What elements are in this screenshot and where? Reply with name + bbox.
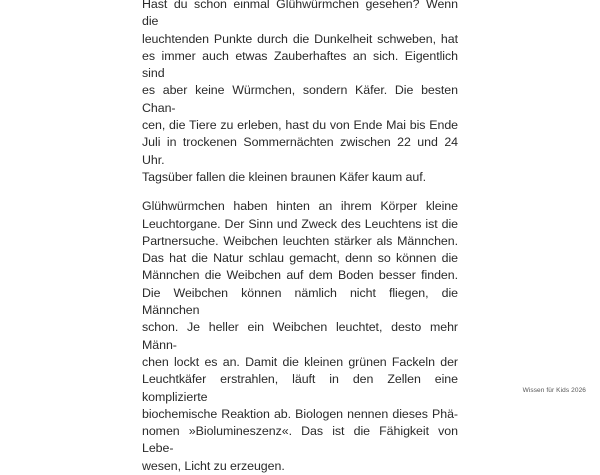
- text-line: es aber keine Würmchen, sondern Käfer. Die besten Chan-: [142, 83, 458, 115]
- text-line: chen lockt es an. Damit die kleinen grünen Fackeln der: [142, 354, 458, 369]
- text-line: nomen »Biolumineszenz«. Das ist die Fähigkeit von Lebe-: [142, 424, 458, 456]
- text-line: Glühwürmchen haben hinten an ihrem Körper kleine: [142, 199, 458, 214]
- page-footer: Wissen für Kids 2026: [522, 387, 586, 394]
- text-line: wesen, Licht zu erzeugen.: [142, 458, 285, 473]
- paragraph-intro: [142, 0, 458, 186]
- text-line: Hast du schon einmal Glühwürmchen gesehen? Wenn die: [142, 0, 458, 29]
- text-line: Tagsüber fallen die kleinen braunen Käfer kaum auf.: [142, 169, 426, 184]
- article-body: [142, 0, 458, 475]
- text-line: biochemische Reaktion ab. Biologen nennen dieses Phä-: [142, 406, 458, 421]
- text-line: Männchen die Weibchen auf dem Boden besser finden.: [142, 268, 458, 283]
- text-line: leuchtenden Punkte durch die Dunkelheit schweben, hat: [142, 31, 458, 46]
- paragraph-bioluminescence: [142, 198, 458, 475]
- text-line: Partnersuche. Weibchen leuchten stärker als Männchen.: [142, 233, 458, 248]
- text-line: es immer auch etwas Zauberhaftes an sich. Eigentlich sind: [142, 48, 458, 81]
- text-line: Die Weibchen können nämlich nicht fliegen, die Männchen: [142, 285, 458, 318]
- text-line: cen, die Tiere zu erleben, hast du von Ende Mai bis Ende: [142, 118, 458, 133]
- text-line: Leuchtkäfer erstrahlen, läuft in den Zellen eine komplizierte: [142, 372, 458, 404]
- text-line: Juli in trockenen Sommernächten zwischen 22 und 24 Uhr.: [142, 135, 458, 167]
- text-line: Leuchtorgane. Der Sinn und Zweck des Leuchtens ist die: [142, 216, 458, 231]
- text-line: Das hat die Natur schlau gemacht, denn so können die: [142, 251, 458, 266]
- text-line: schon. Je heller ein Weibchen leuchtet, desto mehr Männ-: [142, 320, 458, 352]
